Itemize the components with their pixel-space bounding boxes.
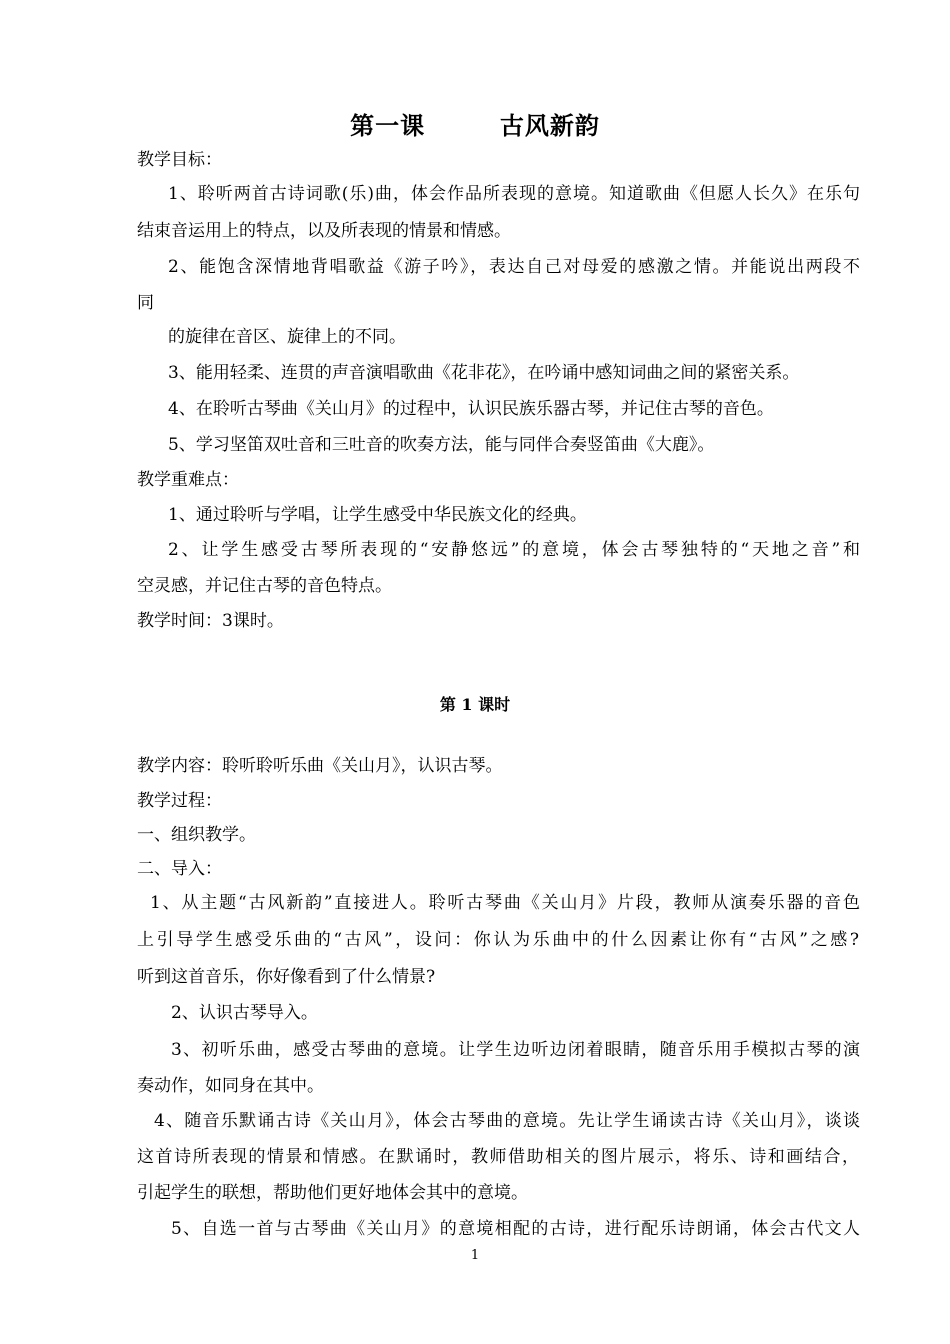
key-point-2-line-2: 空灵感，并记住古琴的音色特点。 bbox=[137, 576, 392, 596]
intro-5-line-1: 5、自选一首与古琴曲《关山月》的意境相配的古诗，进行配乐诗朗诵，体会古代文人 bbox=[171, 1219, 860, 1239]
page-number: 1 bbox=[470, 1248, 480, 1263]
lesson-1-title: 第 1 课时 bbox=[439, 695, 511, 714]
intro-1-line-3: 听到这首音乐，你好像看到了什么情景? bbox=[137, 967, 436, 987]
objective-4: 4、在聆听古琴曲《关山月》的过程中，认识民族乐器古琴，并记住古琴的音色。 bbox=[168, 399, 774, 419]
key-point-2-line-1: 2、让学生感受古琴所表现的“安静悠远”的意境，体会古琴独特的“天地之音”和 bbox=[168, 540, 860, 560]
key-points-heading: 教学重难点： bbox=[137, 470, 239, 490]
teaching-time: 教学时间：3课时。 bbox=[137, 611, 284, 631]
intro-1-line-1: 1、从主题“古风新韵”直接进人。聆听古琴曲《关山月》片段，教师从演奏乐器的音色 bbox=[150, 893, 860, 913]
intro-2: 2、认识古琴导入。 bbox=[171, 1003, 318, 1023]
intro-3-line-2: 奏动作，如同身在其中。 bbox=[137, 1076, 324, 1096]
step-2: 二、导入： bbox=[137, 859, 222, 879]
objective-1-line-1: 1、聆听两首古诗词歌(乐)曲，体会作品所表现的意境。知道歌曲《但愿人长久》在乐句 bbox=[168, 184, 860, 204]
key-point-1: 1、通过聆听与学唱，让学生感受中华民族文化的经典。 bbox=[168, 505, 587, 525]
objectives-heading: 教学目标： bbox=[137, 150, 222, 170]
objective-3: 3、能用轻柔、连贯的声音演唱歌曲《花非花》，在吟诵中感知词曲之间的紧密关系。 bbox=[168, 363, 800, 383]
objective-2-line-3: 的旋律在音区、旋律上的不同。 bbox=[168, 327, 406, 347]
step-1: 一、组织教学。 bbox=[137, 825, 256, 845]
intro-4-line-1: 4、随音乐默诵古诗《关山月》，体会古琴曲的意境。先让学生诵读古诗《关山月》，谈谈 bbox=[154, 1111, 860, 1131]
intro-4-line-2: 这首诗所表现的情景和情感。在默诵时，教师借助相关的图片展示，将乐、诗和画结合， bbox=[137, 1147, 859, 1167]
objective-2-line-2: 同 bbox=[137, 293, 154, 313]
objective-1-line-2: 结束音运用上的特点，以及所表现的情景和情感。 bbox=[137, 221, 511, 241]
objective-5: 5、学习坚笛双吐音和三吐音的吹奏方法，能与同伴合奏竖笛曲《大鹿》。 bbox=[168, 435, 715, 455]
intro-4-line-3: 引起学生的联想，帮助他们更好地体会其中的意境。 bbox=[137, 1183, 528, 1203]
objective-2-line-1: 2、能饱含深情地背唱歌益《游子吟》，表达自己对母爱的感激之情。并能说出两段不 bbox=[168, 257, 860, 277]
intro-1-line-2: 上引导学生感受乐曲的“古风”，设问：你认为乐曲中的什么因素让你有“古风”之感? bbox=[137, 930, 859, 950]
teaching-content: 教学内容：聆听聆听乐曲《关山月》，认识古琴。 bbox=[137, 756, 503, 776]
intro-3-line-1: 3、初听乐曲，感受古琴曲的意境。让学生边听边闭着眼睛，随音乐用手模拟古琴的演 bbox=[171, 1040, 860, 1060]
page-title: 第一课 古风新韵 bbox=[350, 111, 600, 140]
process-heading: 教学过程： bbox=[137, 791, 222, 811]
